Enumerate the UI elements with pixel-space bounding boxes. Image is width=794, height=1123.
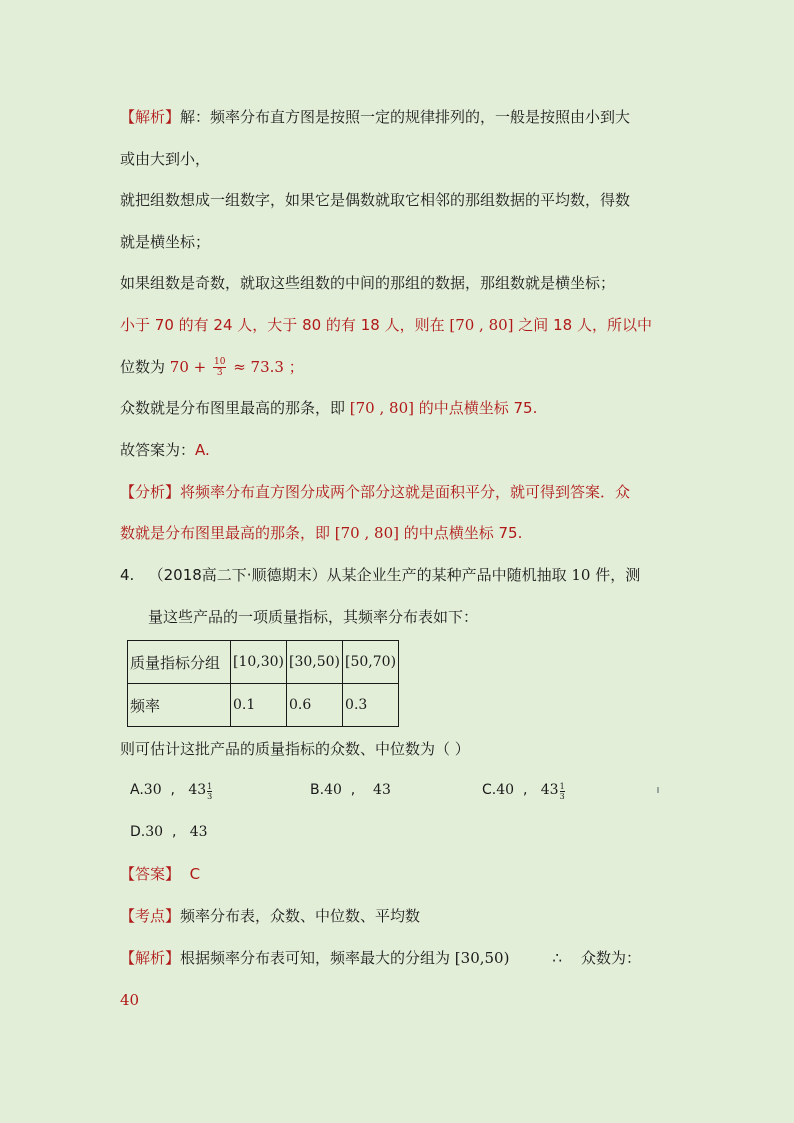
fraction xyxy=(213,357,226,378)
choice-a[interactable]: A.30 , 43 $\frac{1}{3}$ xyxy=(130,782,213,801)
fraction-denominator: 3 xyxy=(207,792,213,801)
choice-median-fraction xyxy=(560,782,565,801)
answer-value: C xyxy=(189,865,201,883)
choice-median-whole: 43 xyxy=(540,782,559,798)
analysis-line-6 xyxy=(120,315,652,335)
fraction-numerator: 1 xyxy=(207,782,213,791)
analysis-line-2: 或由大到小， xyxy=(120,150,211,168)
table-row xyxy=(128,641,399,684)
analysis-line-9 xyxy=(120,440,210,460)
analysis2-line xyxy=(120,948,641,968)
interval: [70 , 80] xyxy=(349,399,414,417)
text: 的有 xyxy=(173,316,214,334)
value: 70 xyxy=(154,316,174,334)
fraction-denominator: 3 xyxy=(559,792,565,801)
sample-size: 10 xyxy=(571,566,591,584)
stray-mark xyxy=(657,787,659,793)
choice-median: 43 xyxy=(373,782,391,798)
analysis-line-4: 就是横坐标； xyxy=(120,233,211,251)
kaodian-tag: 【考点】 xyxy=(120,907,181,925)
text: . xyxy=(532,399,538,417)
question-line-1 xyxy=(120,565,640,585)
text: 故答案为： xyxy=(120,441,196,459)
value: 75 xyxy=(498,524,518,542)
analysis2-text: 根据频率分布表可知，频率最大的分组为 xyxy=(180,949,455,967)
fraction-denominator: 3 xyxy=(216,368,223,378)
analysis2-result: 40 xyxy=(120,991,140,1009)
analysis-line-5: 如果组数是奇数，就取这些组数的中间的那组的数据，那组数就是横坐标； xyxy=(120,274,616,292)
table-header-cell: 频率 xyxy=(128,684,231,727)
text: 小于 xyxy=(120,316,155,334)
fraction-numerator: 10 xyxy=(213,357,226,367)
table-cell: 0.1 xyxy=(231,684,287,727)
expr: 70 + xyxy=(169,358,211,376)
choice-median-whole: 43 xyxy=(188,782,207,798)
choice-mode: 30 xyxy=(145,824,164,840)
fenxi-text: 将频率分布直方图分成两个部分这就是面积平分，就可得到答案．众 xyxy=(180,483,631,501)
fenxi-tag: 【分析】 xyxy=(120,483,181,501)
text: 人，所以中 xyxy=(572,316,652,334)
kaodian-line xyxy=(120,906,420,926)
choice-mode: 40 xyxy=(324,782,342,798)
text: 人，则在 xyxy=(379,316,450,334)
text: 的中点横坐标 xyxy=(398,524,499,542)
table-cell: [10,30) xyxy=(231,641,287,684)
question-prompt: 则可估计这批产品的质量指标的众数、中位数为（ ） xyxy=(120,740,470,758)
answer-line xyxy=(120,864,200,884)
choice-label: A. xyxy=(130,782,144,798)
table-cell: 0.3 xyxy=(343,684,399,727)
table-cell: [30,50) xyxy=(287,641,343,684)
kaodian-text: 频率分布表，众数、中位数、平均数 xyxy=(180,907,421,925)
analysis-intro: 解：频率分布直方图是按照一定的规律排列的，一般是按照由小到大 xyxy=(180,108,631,126)
fenxi-line-2 xyxy=(120,523,522,543)
analysis-line-7 xyxy=(120,357,304,378)
analysis-line-1 xyxy=(120,107,630,127)
text: . xyxy=(205,441,210,459)
frequency-table xyxy=(127,640,399,727)
text: . xyxy=(517,524,523,542)
therefore-symbol: ∴ xyxy=(552,949,562,967)
table-header-cell: 质量指标分组 xyxy=(128,641,231,684)
value: 75 xyxy=(513,399,533,417)
text: 之间 xyxy=(513,316,554,334)
question-text: 件，测 xyxy=(590,566,641,584)
interval: [70 , 80] xyxy=(334,524,399,542)
value: 18 xyxy=(553,316,573,334)
table-cell: 0.6 xyxy=(287,684,343,727)
interval: [70 , 80] xyxy=(449,316,514,334)
question-text: 从某企业生产的某种产品中随机抽取 xyxy=(326,566,572,584)
value: 18 xyxy=(360,316,380,334)
analysis-line-8 xyxy=(120,398,537,418)
choice-label: D. xyxy=(130,824,146,840)
question-source: （2018高二下·顺德期末） xyxy=(148,566,327,584)
choice-b[interactable]: B.40 , 43 xyxy=(310,782,391,798)
value: 80 xyxy=(302,316,322,334)
text: 的有 xyxy=(321,316,361,334)
analysis2-tag: 【解析】 xyxy=(120,949,181,967)
fraction-numerator: 1 xyxy=(559,782,565,791)
table-row xyxy=(128,684,399,727)
text: 众数就是分布图里最高的那条，即 xyxy=(120,399,350,417)
table-cell: [50,70) xyxy=(343,641,399,684)
choice-median-fraction xyxy=(207,782,212,801)
choice-label: C. xyxy=(482,782,497,798)
text: 的中点横坐标 xyxy=(413,399,514,417)
answer-tag: 【答案】 xyxy=(120,865,181,883)
choice-mode: 30 xyxy=(143,782,162,798)
analysis-line-3: 就把组数想成一组数字，如果它是偶数就取它相邻的那组数据的平均数，得数 xyxy=(120,191,631,209)
question-number: 4. xyxy=(120,566,135,584)
text: 数就是分布图里最高的那条，即 xyxy=(120,524,335,542)
analysis2-text: 众数为： xyxy=(581,949,642,967)
choice-label: B. xyxy=(310,782,325,798)
choice-median: 43 xyxy=(189,824,208,840)
text: 位数为 xyxy=(120,358,170,376)
value: 24 xyxy=(213,316,233,334)
answer-letter: A xyxy=(195,441,206,459)
choice-d[interactable]: D.30 , 43 xyxy=(130,824,208,840)
analysis-tag: 【解析】 xyxy=(120,108,181,126)
question-line-2: 量这些产品的一项质量指标，其频率分布表如下： xyxy=(148,608,479,626)
choice-mode: 40 xyxy=(496,782,515,798)
expr: ≈ 73.3 ； xyxy=(228,358,304,376)
choice-c[interactable]: C.40 , 43 $\frac{1}{3}$ xyxy=(482,782,565,801)
interval: [30,50) xyxy=(454,949,510,967)
fenxi-line-1 xyxy=(120,482,630,502)
text: 人，大于 xyxy=(232,316,303,334)
